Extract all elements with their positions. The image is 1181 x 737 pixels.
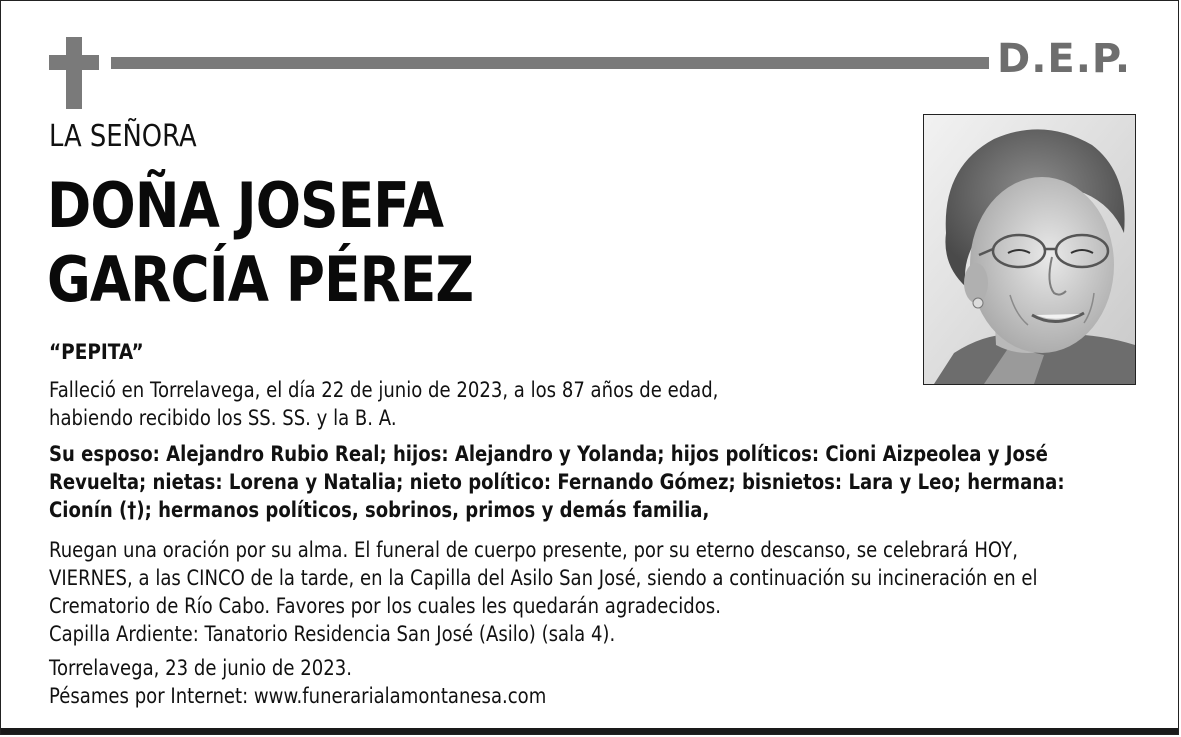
funeral-line: Crematorio de Río Cabo. Favores por los cuales les quedarán agradecidos. [49, 594, 721, 618]
family-list [49, 440, 1107, 524]
family-line: Cionín (†); hermanos políticos, sobrinos, primos y demás familia, [49, 498, 710, 522]
death-notice-line: Falleció en Torrelavega, el día 22 de junio de 2023, a los 87 años de edad, [49, 378, 719, 402]
funeral-line: VIERNES, a las CINCO de la tarde, en la Capilla del Asilo San José, siendo a continuación su incineración en el [49, 566, 1038, 590]
name-line-2: GARCÍA PÉREZ [47, 243, 474, 316]
deceased-name [47, 169, 473, 317]
condolences-website: Pésames por Internet: www.funerarialamontanesa.com [49, 684, 547, 708]
death-notice-line: habiendo recibido los SS. SS. y la B. A. [49, 406, 397, 430]
footer-rule [1, 728, 1178, 734]
name-line-1: DOÑA JOSEFA [47, 169, 444, 242]
portrait-photo [923, 114, 1136, 385]
dep-label: D.E.P. [997, 36, 1132, 82]
header-divider [111, 57, 989, 69]
family-line: Su esposo: Alejandro Rubio Real; hijos: Alejandro y Yolanda; hijos políticos: Cioni Aizpeolea y José [49, 442, 1048, 466]
nickname: “PEPITA” [49, 340, 144, 364]
funeral-details [49, 536, 1107, 648]
family-line: Revuelta; nietas: Lorena y Natalia; nieto político: Fernando Gómez; bisnietos: Lara y Leo; hermana: [49, 470, 1065, 494]
funeral-line: Capilla Ardiente: Tanatorio Residencia San José (Asilo) (sala 4). [49, 622, 616, 646]
closing-info [49, 654, 1107, 710]
intro-label: LA SEÑORA [49, 119, 197, 154]
funeral-line: Ruegan una oración por su alma. El funeral de cuerpo presente, por su eterno descanso, se celebrará HOY, [49, 538, 1018, 562]
cross-icon [49, 37, 99, 109]
place-date: Torrelavega, 23 de junio de 2023. [49, 656, 352, 680]
